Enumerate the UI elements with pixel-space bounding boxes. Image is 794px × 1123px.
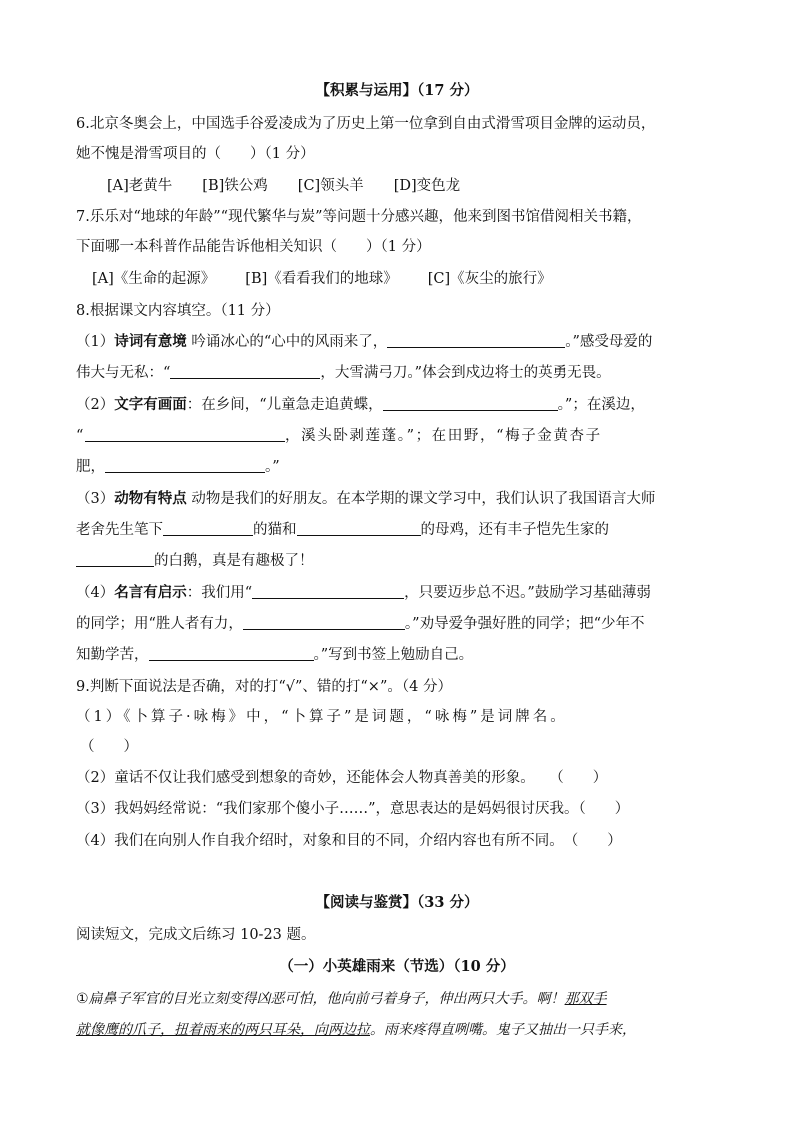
q8-p4-line2 xyxy=(76,613,645,635)
answer-blank[interactable] xyxy=(163,520,253,536)
q7-line1: 7.乐乐对“地球的年龄”“现代繁华与炭”等问题十分感兴趣，他来到图书馆借阅相关书籍， xyxy=(76,209,642,225)
text: 知勤学苦， xyxy=(76,647,149,663)
text: ：我们用“ xyxy=(186,585,253,601)
section-heading-reading xyxy=(76,892,718,914)
passage-title: （一）小英雄雨来（节选）（10 分） xyxy=(279,958,515,975)
q6-line2: 她不愧是滑雪项目的（ ）（1 分） xyxy=(76,146,315,162)
q8-p3-line2 xyxy=(76,519,609,541)
item-number: （2） xyxy=(76,397,115,413)
text: ，溪头卧剥莲蓬。”；在田野，“梅子金黄杏子 xyxy=(285,428,602,444)
q9-item-1: （1）《卜算子·咏梅》中，“卜算子”是词题，“咏梅”是词牌名。 xyxy=(76,709,568,725)
underlined-text: 那双手 xyxy=(564,991,607,1007)
answer-blank[interactable] xyxy=(76,551,154,567)
text: 。”劝导爱争强好胜的同学；把“少年不 xyxy=(404,616,645,632)
q6-option-c[interactable]: [C]领头羊 xyxy=(297,178,364,194)
q8-p4-line1 xyxy=(76,582,651,604)
text: 伟大与无私：“ xyxy=(76,365,171,381)
answer-blank[interactable] xyxy=(387,332,565,348)
text: 老舍先生笔下 xyxy=(76,522,163,538)
answer-blank[interactable] xyxy=(85,426,285,442)
text: 。”；在溪边， xyxy=(557,397,645,413)
item-label: 动物有特点 xyxy=(114,490,187,507)
q9-item-1-bracket[interactable]: （ ） xyxy=(80,739,138,755)
underlined-text: 就像鹰的爪子，扭着雨来的两只耳朵，向两边拉 xyxy=(76,1022,370,1038)
q8-p1-line1 xyxy=(76,331,652,353)
text: ，大雪满弓刀。”体会到戍边将士的英勇无畏。 xyxy=(320,365,611,381)
q7-line2: 下面哪一本科普作品能告诉他相关知识（ ）（1 分） xyxy=(76,239,431,255)
q7-option-a[interactable]: [A]《生命的起源》 xyxy=(92,271,216,287)
q8-p3-line1 xyxy=(76,488,655,510)
text: 肥， xyxy=(76,459,105,475)
q8-p2-line2 xyxy=(76,425,602,447)
text: 。雨来疼得直咧嘴。鬼子又抽出一只手来， xyxy=(370,1022,636,1038)
item-label: 诗词有意境 xyxy=(114,333,187,350)
section-title: 【积累与运用】 xyxy=(315,82,417,99)
q9-item-3: （3）我妈妈经常说：“我们家那个傻小子……”，意思表达的是妈妈很讨厌我。（ ） xyxy=(76,801,630,817)
text: ①扁鼻子军官的目光立刻变得凶恶可怕，他向前弓着身子，伸出两只大手。啊！ xyxy=(76,991,565,1007)
q6-option-a[interactable]: [A]老黄牛 xyxy=(107,178,173,194)
text: 的白鹅，真是有趣极了！ xyxy=(154,553,314,569)
answer-blank[interactable] xyxy=(383,395,558,411)
section-title: 【阅读与鉴赏】 xyxy=(315,894,417,911)
item-number: （4） xyxy=(76,585,115,601)
q9-item-4: （4）我们在向别人作自我介绍时，对象和目的不同，介绍内容也有所不同。 （ ） xyxy=(76,833,622,849)
section-score: （33 分） xyxy=(417,894,479,911)
answer-blank[interactable] xyxy=(243,614,405,630)
text: 的猫和 xyxy=(253,522,297,538)
text: “ xyxy=(76,428,86,444)
section-score: （17 分） xyxy=(417,82,479,99)
answer-blank[interactable] xyxy=(170,363,320,379)
passage-para-line2 xyxy=(76,1019,636,1041)
answer-blank[interactable] xyxy=(149,645,314,661)
text: 。” xyxy=(265,459,280,475)
q8-p1-line2 xyxy=(76,362,611,384)
q6-option-b[interactable]: [B]铁公鸡 xyxy=(202,178,268,194)
text: 的同学；用“胜人者有力， xyxy=(76,616,243,632)
q7-option-b[interactable]: [B]《看看我们的地球》 xyxy=(245,271,398,287)
text: 吟诵冰心的“心中的风雨来了， xyxy=(186,334,388,350)
text: 动物是我们的好朋友。在本学期的课文学习中，我们认识了我国语言大师 xyxy=(186,491,656,507)
q8-p2-line1 xyxy=(76,394,645,416)
answer-blank[interactable] xyxy=(297,520,421,536)
q8-intro: 8.根据课文内容填空。（11 分） xyxy=(76,303,280,319)
item-label: 名言有启示 xyxy=(114,584,187,601)
q8-p3-line3 xyxy=(76,550,314,572)
q6-options xyxy=(107,175,490,197)
answer-blank[interactable] xyxy=(105,457,265,473)
item-number: （1） xyxy=(76,334,115,350)
q7-option-c[interactable]: [C]《灰尘的旅行》 xyxy=(427,271,552,287)
answer-blank[interactable] xyxy=(252,583,404,599)
q9-intro: 9.判断下面说法是否确，对的打“√”、错的打“×”。（4 分） xyxy=(76,679,452,695)
section-heading-accumulation xyxy=(76,80,718,102)
q6-line1: 6.北京冬奥会上，中国选手谷爱凌成为了历史上第一位拿到自由式滑雪项目金牌的运动员， xyxy=(76,116,656,132)
text: 。”写到书签上勉励自己。 xyxy=(313,647,474,663)
q8-p4-line3 xyxy=(76,644,473,666)
item-number: （3） xyxy=(76,491,115,507)
reading-intro: 阅读短文，完成文后练习 10-23 题。 xyxy=(76,927,316,943)
text: ，只要迈步总不迟。”鼓励学习基础薄弱 xyxy=(404,585,651,601)
item-label: 文字有画面 xyxy=(114,396,187,413)
text: 的母鸡，还有丰子恺先生家的 xyxy=(420,522,609,538)
q7-options xyxy=(92,268,582,290)
passage-para-line1 xyxy=(76,988,607,1010)
q6-option-d[interactable]: [D]变色龙 xyxy=(393,178,461,194)
q9-item-2: （2）童话不仅让我们感受到想象的奇妙，还能体会人物真善美的形象。 （ ） xyxy=(76,770,608,786)
text: ：在乡间，“儿童急走追黄蝶， xyxy=(186,397,383,413)
q8-p2-line3 xyxy=(76,456,280,478)
text: 。”感受母爱的 xyxy=(565,334,653,350)
